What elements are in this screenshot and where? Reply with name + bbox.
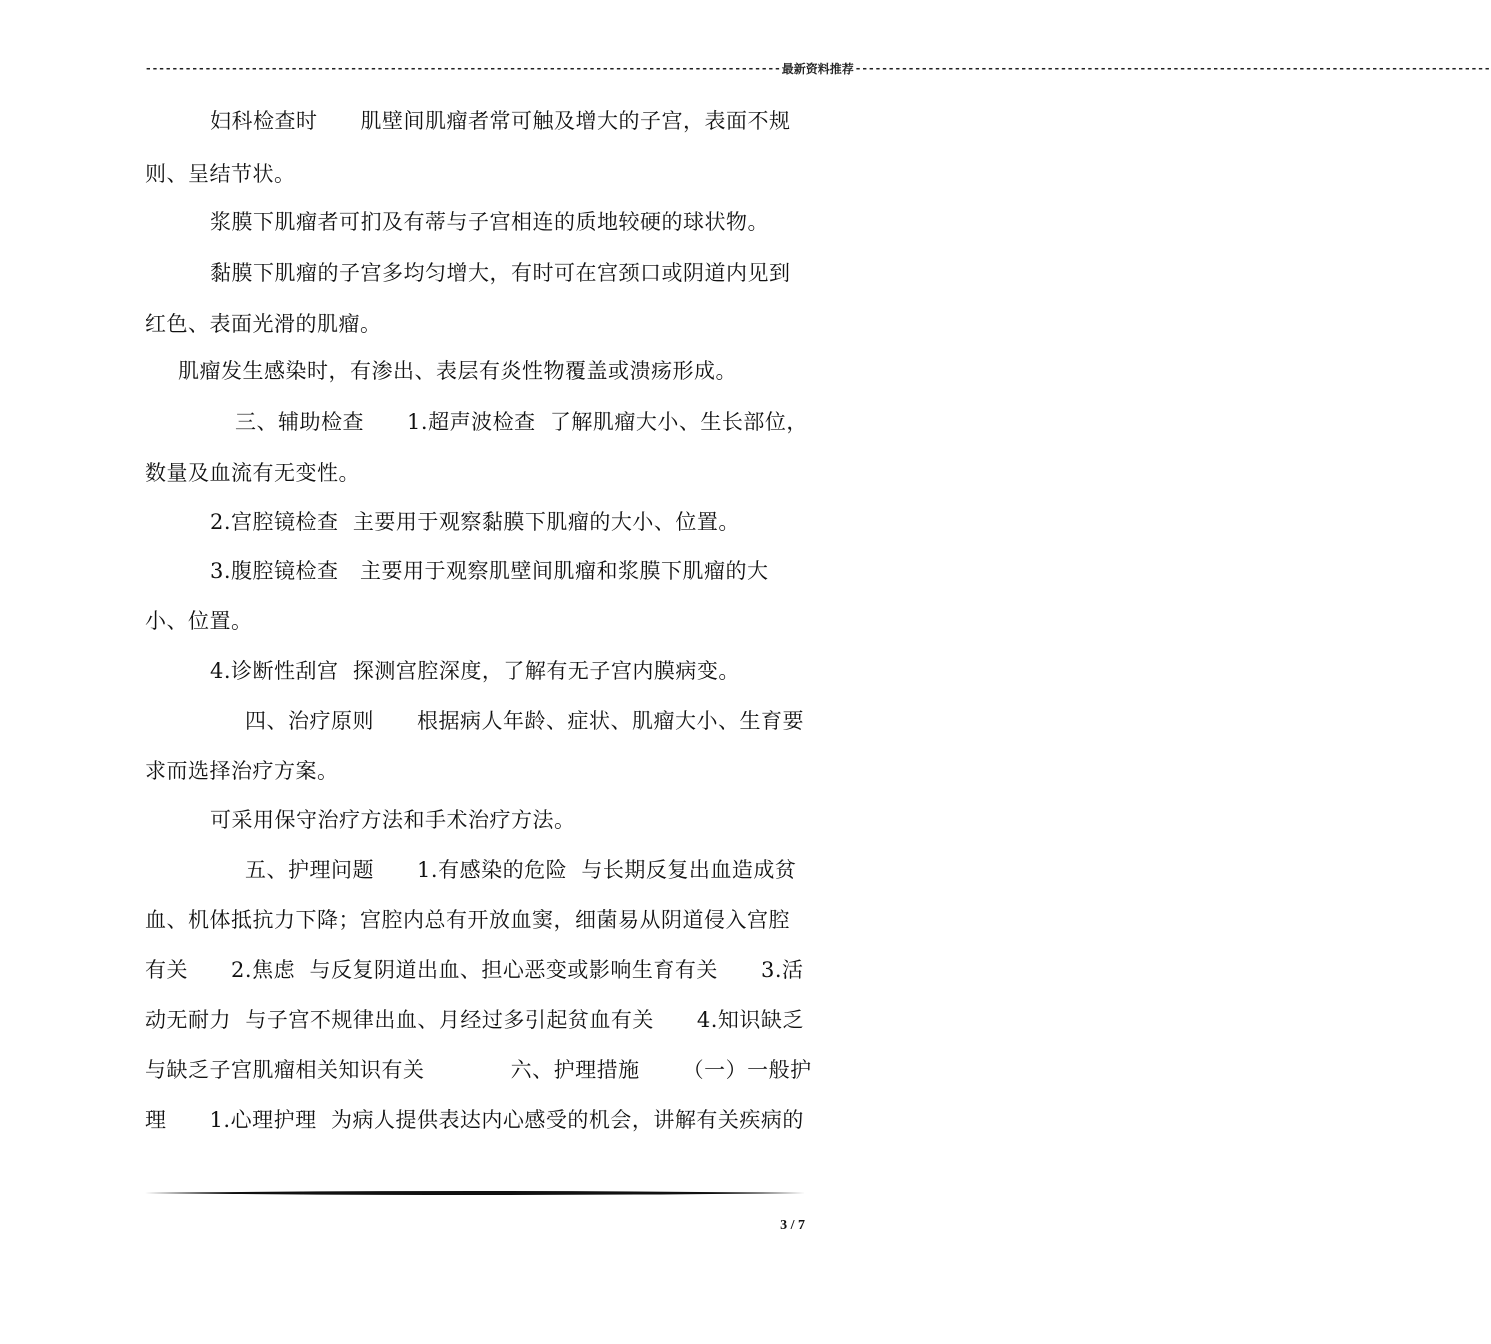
body-line: 数量及血流有无变性。 bbox=[145, 461, 360, 485]
body-line: 动无耐力 与子宫不规律出血、月经过多引起贫血有关 4.知识缺乏 bbox=[145, 1008, 804, 1032]
body-line: 2.宫腔镜检查 主要用于观察黏膜下肌瘤的大小、位置。 bbox=[210, 510, 740, 534]
body-line: 浆膜下肌瘤者可扪及有蒂与子宫相连的质地较硬的球状物。 bbox=[210, 210, 769, 234]
page-header bbox=[145, 60, 1491, 77]
header-title: 最新资料推荐 bbox=[781, 62, 854, 76]
body-line: 与缺乏子宫肌瘤相关知识有关 六、护理措施 （一）一般护 bbox=[145, 1058, 812, 1082]
body-line: 四、治疗原则 根据病人年龄、症状、肌瘤大小、生育要 bbox=[245, 709, 805, 733]
body-line: 妇科检查时 肌壁间肌瘤者常可触及增大的子宫，表面不规 bbox=[210, 109, 791, 133]
body-line: 肌瘤发生感染时，有渗出、表层有炎性物覆盖或溃疡形成。 bbox=[178, 359, 737, 383]
body-line: 理 1.心理护理 为病人提供表达内心感受的机会，讲解有关疾病的 bbox=[145, 1108, 804, 1132]
body-line: 红色、表面光滑的肌瘤。 bbox=[145, 312, 382, 336]
body-line: 五、护理问题 1.有感染的危险 与长期反复出血造成贫 bbox=[245, 858, 797, 882]
body-line: 三、辅助检查 1.超声波检查 了解肌瘤大小、生长部位， bbox=[235, 410, 808, 434]
page-number: 3 / 7 bbox=[780, 1218, 805, 1233]
body-line: 血、机体抵抗力下降；宫腔内总有开放血窦，细菌易从阴道侵入宫腔 bbox=[145, 908, 790, 932]
body-line: 小、位置。 bbox=[145, 609, 253, 633]
body-line: 可采用保守治疗方法和手术治疗方法。 bbox=[210, 808, 576, 832]
footer-rule bbox=[145, 1190, 805, 1196]
body-line: 黏膜下肌瘤的子宫多均匀增大，有时可在宫颈口或阴道内见到 bbox=[210, 261, 791, 285]
header-dash-right: ------------------------------------------------------------------------------------------------ bbox=[854, 62, 1491, 75]
body-line: 则、呈结节状。 bbox=[145, 162, 296, 186]
body-line: 3.腹腔镜检查 主要用于观察肌壁间肌瘤和浆膜下肌瘤的大 bbox=[210, 559, 769, 583]
body-line: 有关 2.焦虑 与反复阴道出血、担心恶变或影响生育有关 3.活 bbox=[145, 958, 804, 982]
body-line: 求而选择治疗方案。 bbox=[145, 759, 339, 783]
header-dash-left: ------------------------------------------------------------------------------------------------ bbox=[145, 62, 781, 75]
body-line: 4.诊断性刮宫 探测宫腔深度，了解有无子宫内膜病变。 bbox=[210, 659, 740, 683]
